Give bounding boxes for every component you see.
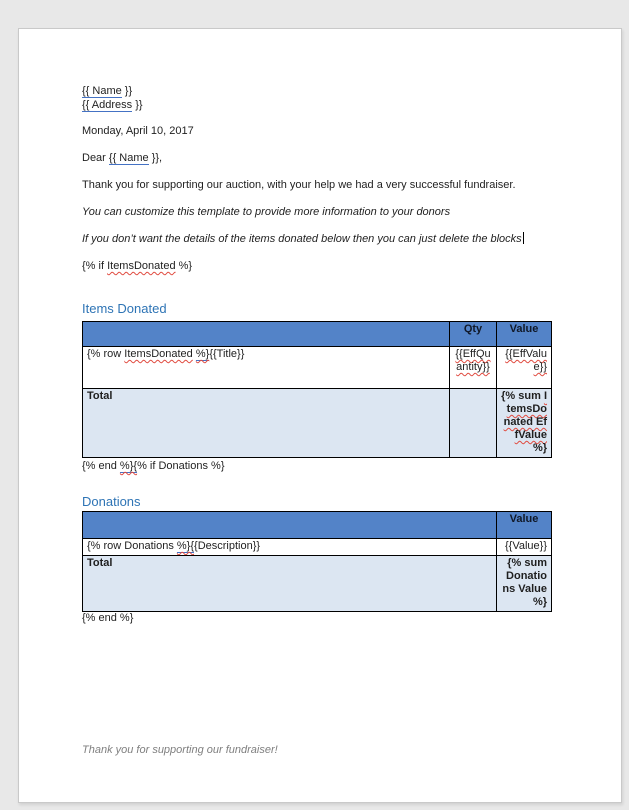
items-sum-suffix: %} [532, 442, 547, 454]
end-items-prefix: {% end [82, 460, 120, 472]
donations-total-sum-cell: {% sum Donations Value %} [497, 556, 552, 612]
body-paragraph-thanks: Thank you for supporting our auction, with your help we had a very successful fundraiser. [82, 179, 516, 191]
donations-table-header-row [83, 512, 552, 539]
items-header-blank [83, 322, 450, 347]
document-page[interactable] [18, 28, 622, 803]
if-items-prefix: {% if [82, 260, 108, 272]
donations-row-prefix: {% row Donations [87, 540, 177, 552]
items-heading: Items Donated [82, 301, 167, 316]
items-table-total-row [83, 389, 552, 458]
items-total-sum-cell [497, 389, 552, 458]
template-tag-end-if-donations [82, 459, 225, 473]
items-sum-prefix: {% sum [501, 390, 544, 402]
recipient-address-tag: {{ Address [82, 99, 133, 111]
items-row-grammar: %} [195, 348, 210, 360]
items-table-row [83, 347, 552, 389]
items-header-qty: Qty [450, 322, 497, 347]
items-header-value: Value [497, 322, 552, 347]
recipient-name-line [82, 84, 132, 98]
items-row-title-cell [83, 347, 450, 389]
donations-table [82, 511, 552, 612]
items-row-flagged: ItemsDonated [124, 348, 193, 360]
text-cursor [523, 232, 524, 244]
donations-row-value-cell: {{Value}} [497, 539, 552, 556]
donations-total-label-cell: Total [83, 556, 497, 612]
recipient-name-tag: {{ Name [82, 85, 122, 97]
items-table [82, 321, 552, 458]
items-row-prefix: {% row [87, 348, 125, 360]
donations-row-description-cell [83, 539, 497, 556]
greeting-prefix: Dear [82, 152, 109, 164]
recipient-name-tag-close: }} [121, 85, 133, 97]
items-row-qty-tag: {{EffQuantity}} [455, 348, 491, 373]
end-items-grammar: %}{ [119, 460, 138, 472]
recipient-address-tag-close: }} [132, 99, 143, 111]
body-paragraph-delete-blocks-text: If you don’t want the details of the items donated below then you can just delete the blocks [82, 233, 522, 245]
items-sum-flagged: ItemsDonated EffValue [503, 390, 547, 441]
greeting-line [82, 151, 162, 165]
items-row-value-tag: {{EffValue}} [505, 348, 547, 373]
donations-row-grammar: %}{ [176, 540, 195, 552]
items-row-value-cell [497, 347, 552, 389]
donations-header-value: Value [497, 512, 552, 539]
greeting-suffix: }}, [148, 152, 163, 164]
footer-message: Thank you for supporting our fundraiser! [82, 744, 278, 756]
template-tag-end-donations: {% end %} [82, 612, 134, 624]
donations-header-blank [83, 512, 497, 539]
items-total-label-cell: Total [83, 389, 450, 458]
recipient-address-line [82, 98, 143, 112]
greeting-name-tag: {{ Name [108, 152, 149, 164]
if-items-suffix: %} [175, 260, 193, 272]
items-row-qty-cell [450, 347, 497, 389]
letter-date: Monday, April 10, 2017 [82, 125, 194, 137]
donations-heading: Donations [82, 494, 141, 509]
end-items-suffix: % if Donations %} [137, 460, 225, 472]
donations-table-total-row [83, 556, 552, 612]
template-tag-if-items [82, 259, 192, 273]
donations-row-suffix: {Description}} [194, 540, 261, 552]
items-total-qty-cell [450, 389, 497, 458]
items-row-suffix: {{Title}} [209, 348, 245, 360]
body-paragraph-customize: You can customize this template to provide more information to your donors [82, 206, 451, 218]
body-paragraph-delete-blocks [82, 232, 552, 246]
donations-table-row [83, 539, 552, 556]
if-items-flagged: ItemsDonated [107, 260, 176, 272]
items-table-header-row [83, 322, 552, 347]
